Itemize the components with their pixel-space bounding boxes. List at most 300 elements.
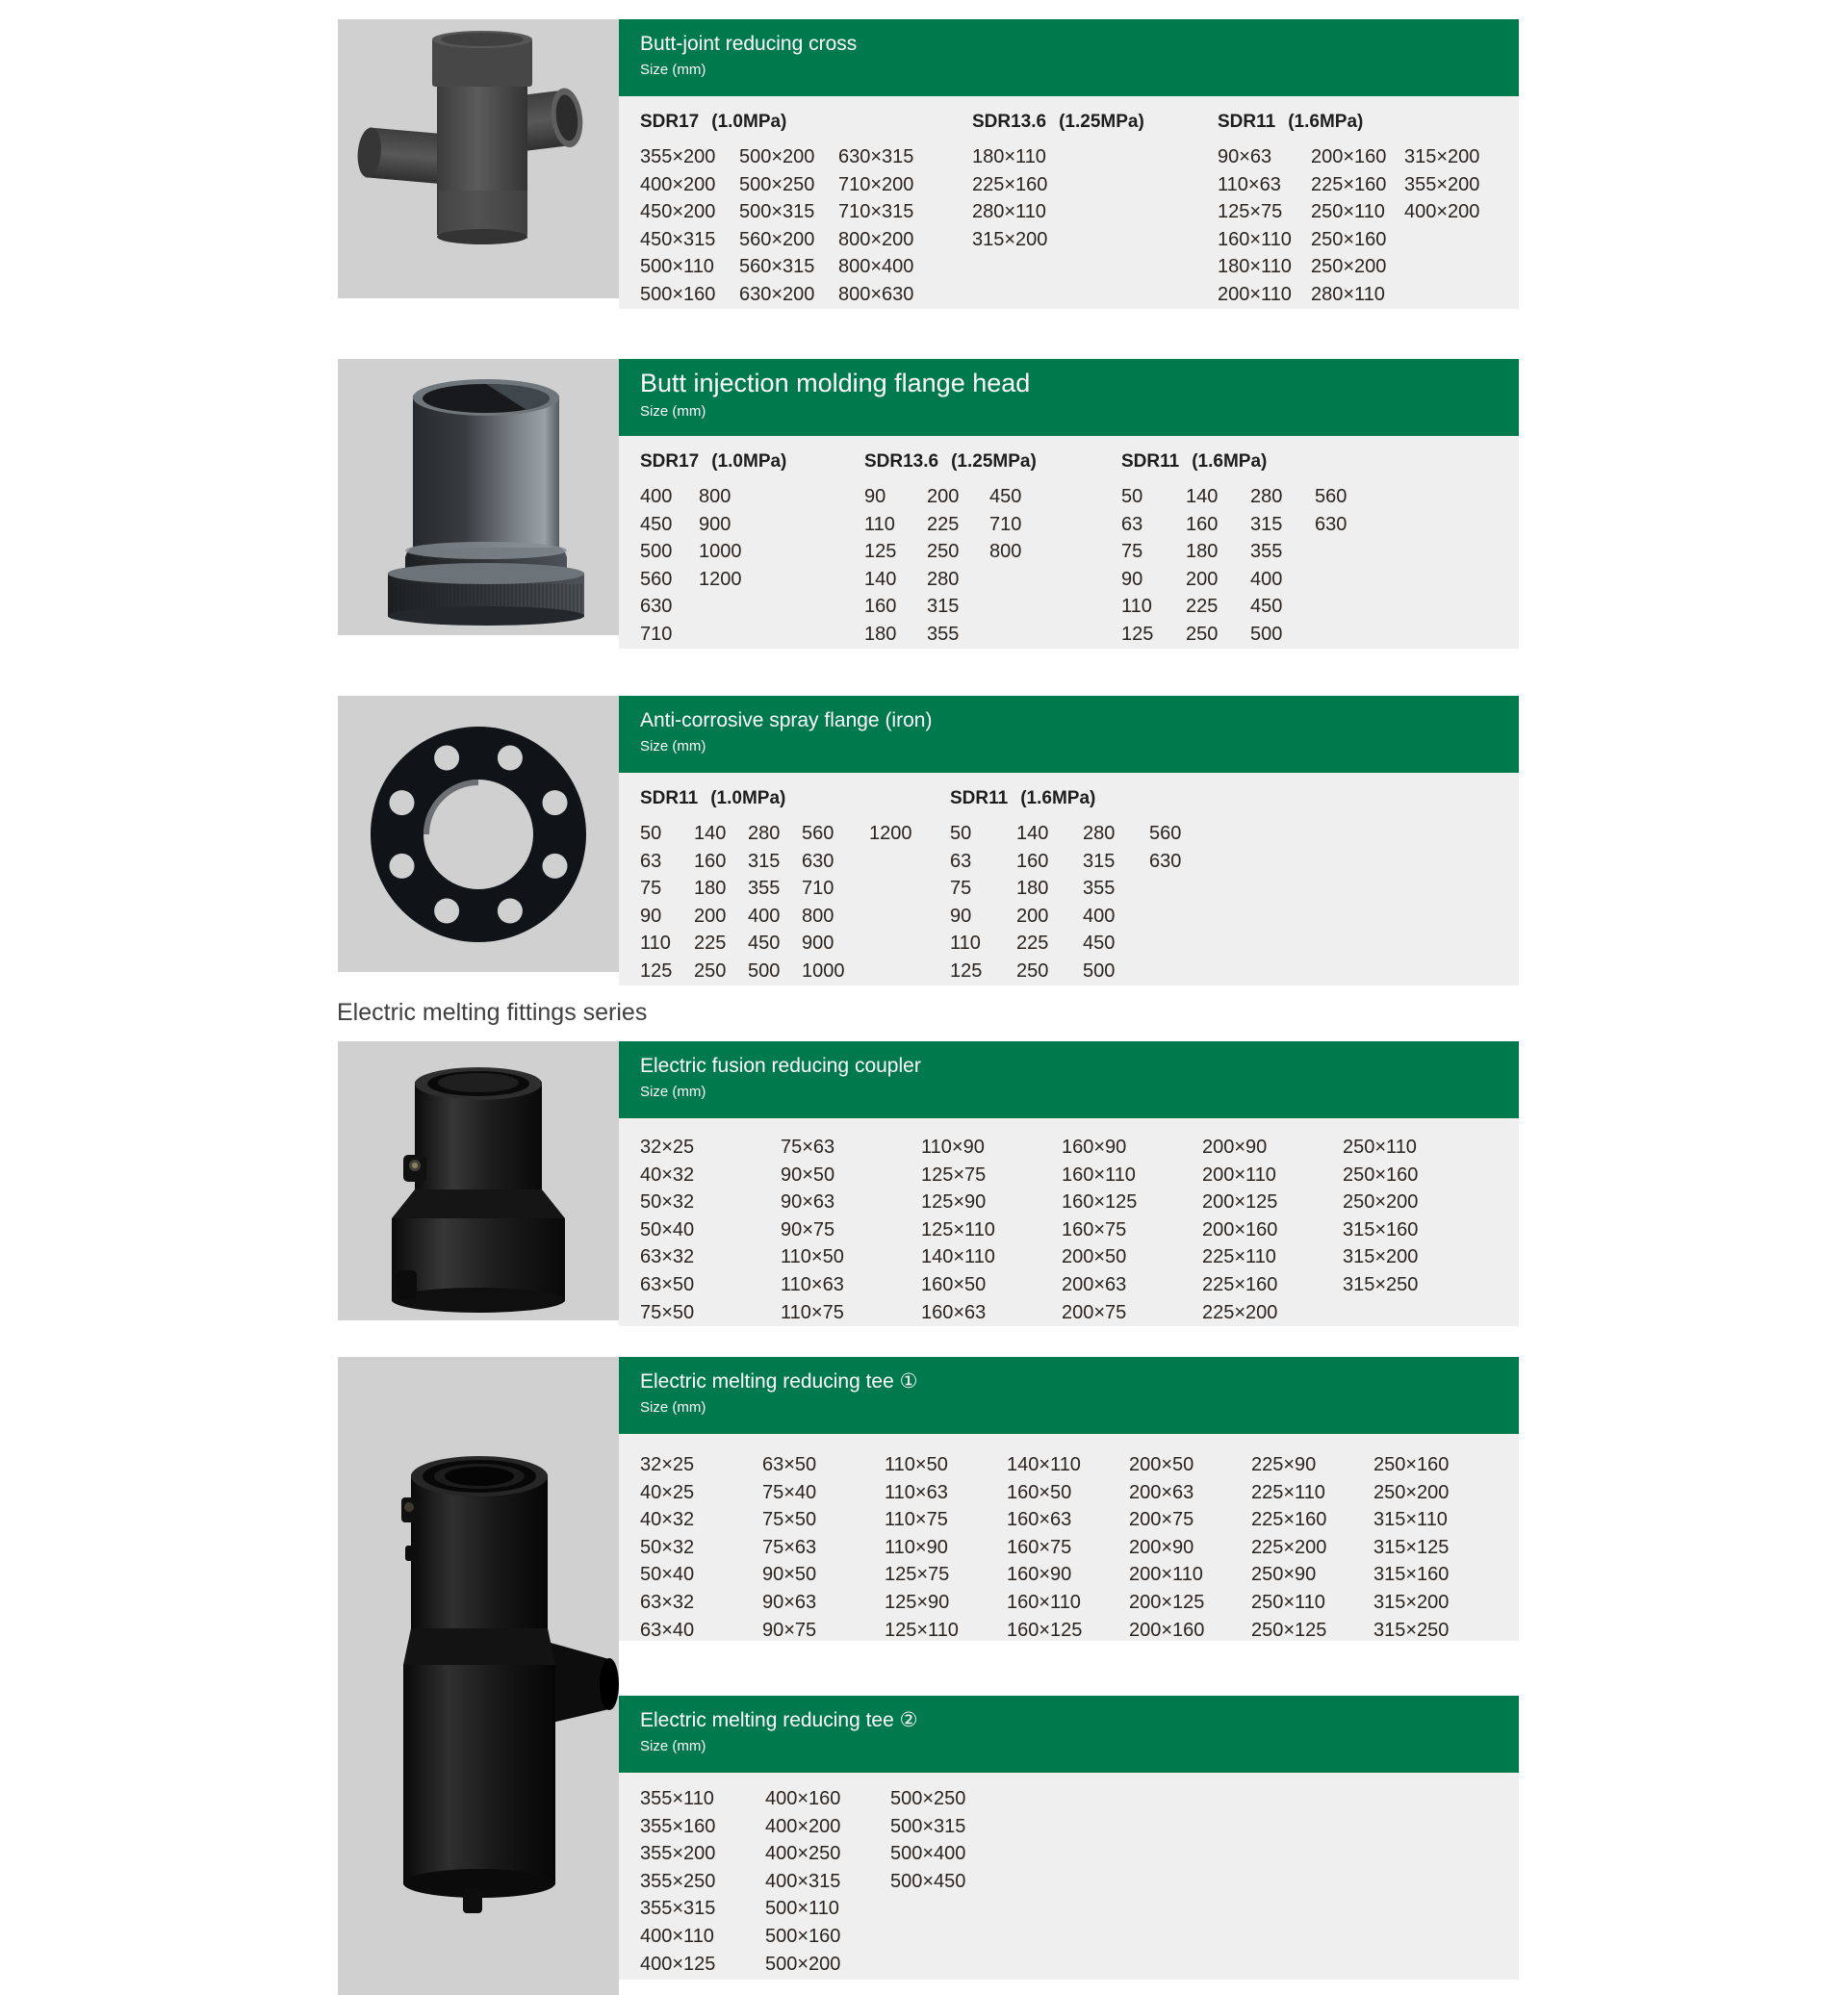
size-value: 90×63 bbox=[1218, 146, 1272, 167]
pressure-group-header bbox=[1121, 448, 1379, 476]
size-value: 315 bbox=[748, 850, 781, 872]
size-table bbox=[619, 1118, 1519, 1326]
size-value: 160×110 bbox=[1007, 1591, 1081, 1613]
panel-spray-flange bbox=[619, 696, 1519, 982]
size-value: 500×160 bbox=[640, 283, 716, 305]
size-value: 75 bbox=[1121, 541, 1143, 563]
size-value: 400 bbox=[1250, 568, 1283, 590]
size-value: 125×75 bbox=[921, 1164, 987, 1186]
size-value: 800×200 bbox=[838, 228, 914, 250]
size-value: 315×200 bbox=[972, 228, 1048, 250]
size-value: 90×75 bbox=[762, 1619, 817, 1641]
size-value: 500 bbox=[1250, 623, 1283, 645]
size-value: 1000 bbox=[802, 959, 845, 982]
size-column bbox=[869, 820, 923, 985]
reducing-cross-illustration bbox=[338, 19, 619, 298]
size-value: 450×315 bbox=[640, 228, 716, 250]
size-group bbox=[640, 446, 864, 649]
size-value: 315×250 bbox=[1373, 1619, 1450, 1641]
size-value: 560 bbox=[1315, 486, 1348, 507]
size-value: 280×110 bbox=[1311, 283, 1385, 305]
size-column bbox=[699, 483, 757, 649]
size-value: 1200 bbox=[869, 823, 912, 844]
size-value: 125×90 bbox=[921, 1191, 987, 1214]
size-value: 200 bbox=[927, 486, 960, 507]
size-value: 110×75 bbox=[885, 1509, 948, 1531]
size-value: 75×50 bbox=[640, 1301, 695, 1323]
size-value: 90×63 bbox=[762, 1591, 817, 1613]
size-column bbox=[1149, 820, 1216, 985]
size-column bbox=[1186, 483, 1250, 649]
size-value: 160×110 bbox=[1218, 228, 1292, 250]
pressure-rating: (1.25MPa) bbox=[1059, 112, 1144, 132]
section-title: Butt-joint reducing cross bbox=[640, 33, 858, 55]
size-unit-label: Size (mm) bbox=[640, 1738, 706, 1754]
size-value: 280 bbox=[1250, 486, 1283, 507]
size-unit-label: Size (mm) bbox=[640, 62, 706, 78]
size-column bbox=[1315, 483, 1379, 649]
size-value: 160×125 bbox=[1062, 1191, 1138, 1214]
size-value: 250×110 bbox=[1251, 1591, 1325, 1613]
sdr-standard: SDR11 bbox=[1218, 112, 1276, 132]
section-reducing-tees bbox=[338, 1357, 1519, 1995]
spray-flange-photo bbox=[338, 696, 619, 972]
size-value: 400 bbox=[1083, 905, 1116, 927]
size-value: 315×160 bbox=[1343, 1218, 1419, 1240]
size-value: 900 bbox=[699, 513, 732, 535]
size-value: 50 bbox=[1121, 486, 1143, 507]
pressure-group-header bbox=[640, 784, 950, 813]
size-value: 315 bbox=[1250, 513, 1283, 535]
section-header bbox=[619, 1041, 1519, 1118]
size-value: 180 bbox=[864, 623, 897, 645]
size-value: 125 bbox=[1121, 623, 1154, 645]
size-value: 110 bbox=[864, 513, 895, 535]
section-reducing-coupler bbox=[338, 1041, 1519, 1323]
size-unit-label: Size (mm) bbox=[640, 403, 706, 420]
size-value: 63×50 bbox=[640, 1273, 695, 1295]
size-value: 63×32 bbox=[640, 1591, 695, 1613]
size-column bbox=[927, 483, 989, 649]
size-unit-label: Size (mm) bbox=[640, 738, 706, 755]
size-unit-label: Size (mm) bbox=[640, 1084, 706, 1100]
spray-flange-illustration bbox=[338, 696, 619, 972]
size-value: 355 bbox=[1083, 878, 1116, 900]
size-value: 50×32 bbox=[640, 1191, 695, 1214]
size-value: 400×110 bbox=[640, 1925, 714, 1947]
size-value: 280 bbox=[927, 568, 960, 590]
size-value: 125 bbox=[864, 541, 897, 563]
size-value: 160 bbox=[1016, 850, 1049, 872]
size-value: 560 bbox=[802, 823, 834, 844]
size-value: 315×200 bbox=[1404, 146, 1480, 167]
section-title: Electric fusion reducing coupler bbox=[640, 1055, 921, 1077]
pressure-rating: (1.6MPa) bbox=[1192, 451, 1268, 472]
size-value: 500×110 bbox=[765, 1898, 839, 1920]
pressure-rating: (1.6MPa) bbox=[1288, 112, 1364, 132]
size-value: 250 bbox=[1016, 959, 1049, 982]
size-value: 160×75 bbox=[1062, 1218, 1127, 1240]
size-value: 250×200 bbox=[1343, 1191, 1419, 1214]
size-value: 225×160 bbox=[1251, 1509, 1327, 1531]
size-column bbox=[1218, 143, 1311, 309]
size-value: 200×75 bbox=[1129, 1509, 1194, 1531]
size-value: 200×50 bbox=[1062, 1246, 1127, 1268]
size-value: 110×63 bbox=[885, 1481, 948, 1503]
size-column bbox=[748, 820, 802, 985]
size-table bbox=[619, 1773, 1519, 1980]
section-header bbox=[619, 359, 1519, 436]
size-column bbox=[1404, 143, 1498, 309]
size-value: 200 bbox=[1186, 568, 1219, 590]
size-value: 500×160 bbox=[765, 1925, 841, 1947]
panel-butt-joint-reducing-cross bbox=[619, 19, 1519, 305]
sdr-standard: SDR13.6 bbox=[864, 451, 939, 472]
size-value: 90 bbox=[640, 905, 662, 927]
size-value: 630 bbox=[1149, 850, 1182, 872]
size-value: 75×63 bbox=[781, 1137, 835, 1158]
size-value: 450×200 bbox=[640, 201, 716, 223]
reducing-coupler-illustration bbox=[338, 1041, 619, 1320]
size-value: 140 bbox=[1016, 823, 1049, 844]
size-value: 710×200 bbox=[838, 173, 914, 195]
pressure-group-header bbox=[950, 784, 1216, 813]
size-value: 180 bbox=[694, 878, 727, 900]
size-value: 710 bbox=[802, 878, 834, 900]
size-value: 200×160 bbox=[1311, 146, 1387, 167]
size-value: 200×125 bbox=[1129, 1591, 1205, 1613]
series-heading: Electric melting fittings series bbox=[337, 999, 648, 1026]
size-value: 630 bbox=[802, 850, 834, 872]
size-value: 200×110 bbox=[1218, 283, 1292, 305]
size-value: 500×200 bbox=[765, 1953, 841, 1975]
size-value: 200×50 bbox=[1129, 1454, 1194, 1475]
size-value: 250×125 bbox=[1251, 1619, 1327, 1641]
size-value: 500 bbox=[748, 959, 781, 982]
size-column bbox=[765, 1785, 890, 1978]
size-value: 630 bbox=[640, 596, 673, 618]
size-value: 50×40 bbox=[640, 1218, 695, 1240]
size-value: 125 bbox=[640, 959, 673, 982]
size-value: 500×315 bbox=[890, 1815, 966, 1837]
size-value: 315 bbox=[1083, 850, 1116, 872]
size-value: 225×160 bbox=[1202, 1273, 1278, 1295]
size-value: 315 bbox=[927, 596, 960, 618]
size-value: 225×110 bbox=[1202, 1246, 1276, 1268]
reducing-tee-photo bbox=[338, 1357, 619, 1995]
size-value: 500×250 bbox=[890, 1788, 966, 1809]
size-value: 315×160 bbox=[1373, 1564, 1450, 1586]
size-value: 800×630 bbox=[838, 283, 914, 305]
size-value: 110×90 bbox=[921, 1137, 985, 1158]
size-value: 280 bbox=[748, 823, 781, 844]
size-column bbox=[640, 1785, 765, 1978]
size-value: 110×50 bbox=[781, 1246, 844, 1268]
size-value: 160×50 bbox=[921, 1273, 987, 1295]
panel-flange-head bbox=[619, 359, 1519, 645]
size-value: 75 bbox=[640, 878, 662, 900]
size-value: 355 bbox=[927, 623, 960, 645]
size-value: 400×315 bbox=[765, 1870, 841, 1892]
size-value: 710 bbox=[640, 623, 673, 645]
size-column bbox=[838, 143, 937, 309]
size-column bbox=[640, 820, 694, 985]
pressure-rating: (1.0MPa) bbox=[710, 788, 786, 808]
size-value: 1200 bbox=[699, 568, 742, 590]
size-value: 90×50 bbox=[781, 1164, 835, 1186]
size-value: 125 bbox=[950, 959, 983, 982]
size-value: 400×125 bbox=[640, 1953, 716, 1975]
size-group bbox=[640, 1785, 1015, 1978]
size-value: 225 bbox=[1016, 933, 1049, 955]
size-column bbox=[1373, 1451, 1496, 1644]
size-value: 200×90 bbox=[1129, 1536, 1194, 1558]
size-value: 160×125 bbox=[1007, 1619, 1083, 1641]
size-column bbox=[1250, 483, 1315, 649]
size-unit-label: Size (mm) bbox=[640, 1399, 706, 1416]
size-column bbox=[890, 1785, 1015, 1978]
section-spray-flange bbox=[338, 696, 1519, 982]
size-value: 50×32 bbox=[640, 1536, 695, 1558]
sdr-standard: SDR17 bbox=[640, 112, 700, 132]
size-value: 250 bbox=[1186, 623, 1219, 645]
size-value: 160×75 bbox=[1007, 1536, 1072, 1558]
size-value: 125×110 bbox=[921, 1218, 995, 1240]
size-value: 355×315 bbox=[640, 1898, 716, 1920]
pressure-rating: (1.25MPa) bbox=[951, 451, 1037, 472]
pressure-rating: (1.6MPa) bbox=[1020, 788, 1096, 808]
size-value: 160×50 bbox=[1007, 1481, 1072, 1503]
reducing-tee-panels bbox=[619, 1357, 1519, 1995]
size-value: 90×63 bbox=[781, 1191, 835, 1214]
size-value: 90 bbox=[950, 905, 972, 927]
size-column bbox=[1343, 1134, 1483, 1326]
size-column bbox=[1202, 1134, 1343, 1326]
size-value: 355 bbox=[1250, 541, 1283, 563]
size-group bbox=[864, 446, 1121, 649]
size-value: 200×63 bbox=[1062, 1273, 1127, 1295]
panel-reducing-tee-2 bbox=[619, 1696, 1519, 1980]
size-value: 110 bbox=[1121, 596, 1152, 618]
size-group bbox=[640, 1451, 1496, 1644]
size-value: 560 bbox=[1149, 823, 1182, 844]
size-value: 160×90 bbox=[1062, 1137, 1127, 1158]
size-group bbox=[640, 1134, 1483, 1326]
size-value: 500×200 bbox=[739, 146, 815, 167]
size-value: 200×110 bbox=[1202, 1164, 1276, 1186]
section-butt-joint-reducing-cross bbox=[338, 19, 1519, 305]
section-header bbox=[619, 1696, 1519, 1773]
size-value: 400 bbox=[640, 486, 673, 507]
size-value: 800 bbox=[989, 541, 1022, 563]
size-value: 500×110 bbox=[640, 256, 714, 278]
size-column bbox=[640, 483, 699, 649]
size-column bbox=[694, 820, 748, 985]
size-value: 32×25 bbox=[640, 1137, 695, 1158]
size-column bbox=[1016, 820, 1083, 985]
size-value: 180 bbox=[1186, 541, 1219, 563]
size-value: 140×110 bbox=[921, 1246, 995, 1268]
pressure-group-header bbox=[972, 108, 1218, 137]
size-value: 200×90 bbox=[1202, 1137, 1268, 1158]
size-value: 63 bbox=[640, 850, 662, 872]
size-value: 200×63 bbox=[1129, 1481, 1194, 1503]
size-column bbox=[989, 483, 1052, 649]
size-value: 225×90 bbox=[1251, 1454, 1317, 1475]
section-header bbox=[619, 19, 1519, 96]
size-value: 200×160 bbox=[1129, 1619, 1205, 1641]
size-table bbox=[619, 773, 1519, 985]
size-value: 63×32 bbox=[640, 1246, 695, 1268]
pressure-group-header bbox=[1218, 108, 1498, 137]
section-header bbox=[619, 696, 1519, 773]
size-value: 110 bbox=[950, 933, 981, 955]
size-value: 315×200 bbox=[1343, 1246, 1419, 1268]
sdr-standard: SDR17 bbox=[640, 451, 700, 472]
size-value: 450 bbox=[989, 486, 1022, 507]
size-value: 355 bbox=[748, 878, 781, 900]
size-column bbox=[950, 820, 1016, 985]
size-value: 500×400 bbox=[890, 1843, 966, 1865]
size-value: 355×160 bbox=[640, 1815, 716, 1837]
size-column bbox=[640, 1451, 762, 1644]
sdr-standard: SDR11 bbox=[950, 788, 1009, 808]
size-value: 315×200 bbox=[1373, 1591, 1450, 1613]
size-value: 1000 bbox=[699, 541, 742, 563]
flange-head-photo bbox=[338, 359, 619, 635]
size-value: 355×250 bbox=[640, 1870, 716, 1892]
size-value: 90 bbox=[1121, 568, 1143, 590]
size-value: 400 bbox=[748, 905, 781, 927]
size-column bbox=[972, 143, 1088, 253]
size-value: 75×40 bbox=[762, 1481, 817, 1503]
size-value: 90 bbox=[864, 486, 886, 507]
size-table bbox=[619, 1434, 1519, 1644]
size-column bbox=[1121, 483, 1186, 649]
size-value: 160 bbox=[694, 850, 727, 872]
size-value: 110×75 bbox=[781, 1301, 844, 1323]
size-value: 630 bbox=[1315, 513, 1348, 535]
size-value: 200×160 bbox=[1202, 1218, 1278, 1240]
size-column bbox=[1311, 143, 1404, 309]
size-value: 250×160 bbox=[1343, 1164, 1419, 1186]
sdr-standard: SDR11 bbox=[640, 788, 699, 808]
section-title: Electric melting reducing tee ② bbox=[640, 1709, 918, 1731]
size-value: 355×110 bbox=[640, 1788, 714, 1809]
size-group bbox=[640, 782, 950, 985]
size-value: 160×110 bbox=[1062, 1164, 1136, 1186]
size-value: 250×200 bbox=[1311, 256, 1387, 278]
size-column bbox=[864, 483, 927, 649]
size-value: 250×200 bbox=[1373, 1481, 1450, 1503]
size-value: 160×63 bbox=[921, 1301, 987, 1323]
size-value: 200×110 bbox=[1129, 1564, 1203, 1586]
size-value: 560×200 bbox=[739, 228, 815, 250]
size-value: 50 bbox=[950, 823, 972, 844]
pressure-group-header bbox=[864, 448, 1121, 476]
size-column bbox=[921, 1134, 1062, 1326]
size-value: 200×125 bbox=[1202, 1191, 1278, 1214]
size-value: 400×160 bbox=[765, 1788, 841, 1809]
size-column bbox=[885, 1451, 1007, 1644]
size-value: 500×450 bbox=[890, 1870, 966, 1892]
size-value: 500×315 bbox=[739, 201, 815, 223]
size-value: 710 bbox=[989, 513, 1022, 535]
size-value: 450 bbox=[1250, 596, 1283, 618]
section-title: Electric melting reducing tee ① bbox=[640, 1370, 918, 1393]
sdr-standard: SDR13.6 bbox=[972, 112, 1047, 132]
size-value: 355×200 bbox=[640, 146, 716, 167]
size-value: 225 bbox=[1186, 596, 1219, 618]
section-flange-head bbox=[338, 359, 1519, 645]
section-title: Butt injection molding flange head bbox=[640, 369, 1031, 397]
size-value: 800×400 bbox=[838, 256, 914, 278]
size-value: 160×90 bbox=[1007, 1564, 1072, 1586]
size-value: 560 bbox=[640, 568, 673, 590]
size-value: 250×110 bbox=[1311, 201, 1385, 223]
size-value: 450 bbox=[640, 513, 673, 535]
size-value: 560×315 bbox=[739, 256, 815, 278]
reducing-tee-illustration bbox=[338, 1357, 619, 1995]
size-value: 710×315 bbox=[838, 201, 914, 223]
size-value: 900 bbox=[802, 933, 834, 955]
size-value: 140 bbox=[1186, 486, 1219, 507]
size-column bbox=[1083, 820, 1149, 985]
size-value: 500 bbox=[640, 541, 673, 563]
section-title: Anti-corrosive spray flange (iron) bbox=[640, 709, 933, 731]
size-value: 280 bbox=[1083, 823, 1116, 844]
size-column bbox=[739, 143, 838, 309]
size-value: 630×200 bbox=[739, 283, 815, 305]
size-column bbox=[640, 1134, 781, 1326]
size-value: 160 bbox=[864, 596, 897, 618]
size-value: 400×200 bbox=[1404, 201, 1480, 223]
size-value: 63×40 bbox=[640, 1619, 695, 1641]
size-value: 225×200 bbox=[1251, 1536, 1327, 1558]
size-value: 140 bbox=[864, 568, 897, 590]
size-value: 200 bbox=[1016, 905, 1049, 927]
size-value: 125×110 bbox=[885, 1619, 959, 1641]
section-header bbox=[619, 1357, 1519, 1434]
size-value: 500 bbox=[1083, 959, 1116, 982]
size-value: 400×200 bbox=[765, 1815, 841, 1837]
size-value: 180×110 bbox=[972, 146, 1046, 167]
panel-reducing-coupler bbox=[619, 1041, 1519, 1323]
size-value: 90×75 bbox=[781, 1218, 835, 1240]
size-column bbox=[802, 820, 869, 985]
size-value: 110 bbox=[640, 933, 671, 955]
size-value: 90×50 bbox=[762, 1564, 817, 1586]
size-value: 355×200 bbox=[640, 1843, 716, 1865]
size-value: 630×315 bbox=[838, 146, 914, 167]
size-value: 50×40 bbox=[640, 1564, 695, 1586]
size-column bbox=[1251, 1451, 1373, 1644]
size-value: 315×250 bbox=[1343, 1273, 1419, 1295]
size-column bbox=[781, 1134, 921, 1326]
pressure-group-header bbox=[640, 108, 972, 137]
size-value: 63×50 bbox=[762, 1454, 817, 1475]
size-value: 32×25 bbox=[640, 1454, 695, 1475]
size-value: 250×160 bbox=[1311, 228, 1387, 250]
size-value: 400×200 bbox=[640, 173, 716, 195]
size-value: 250 bbox=[694, 959, 727, 982]
size-value: 110×63 bbox=[781, 1273, 844, 1295]
size-value: 160 bbox=[1186, 513, 1219, 535]
reducing-coupler-photo bbox=[338, 1041, 619, 1320]
size-column bbox=[762, 1451, 885, 1644]
size-value: 110×50 bbox=[885, 1454, 948, 1475]
size-value: 250×160 bbox=[1373, 1454, 1450, 1475]
